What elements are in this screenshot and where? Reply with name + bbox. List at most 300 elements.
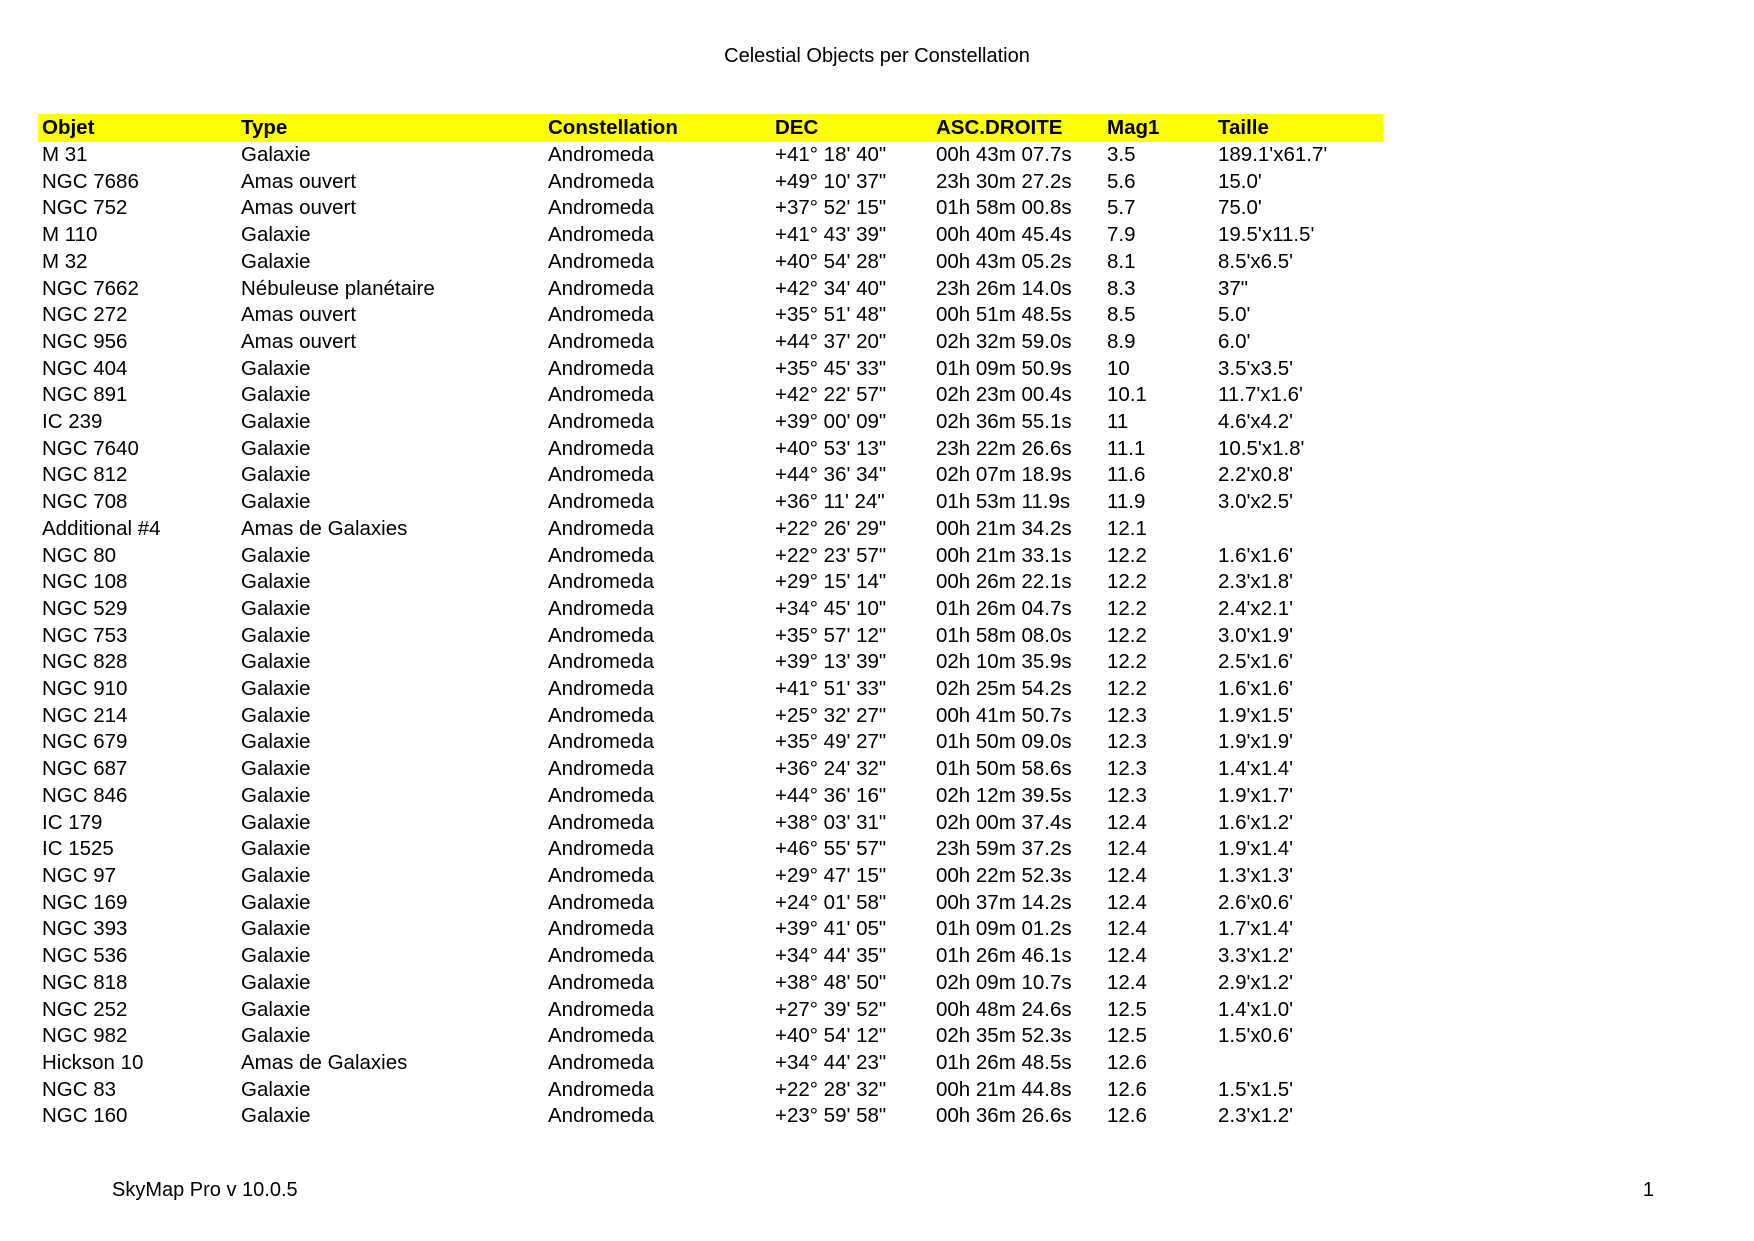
cell-objet: IC 179 bbox=[42, 810, 103, 834]
cell-asc-droite: 00h 51m 48.5s bbox=[936, 303, 1072, 327]
table-row bbox=[38, 676, 1383, 703]
cell-dec: +42° 34' 40" bbox=[775, 276, 887, 300]
cell-taille: 1.3'x1.3' bbox=[1218, 863, 1294, 887]
cell-dec: +41° 51' 33" bbox=[775, 677, 887, 701]
cell-dec: +35° 45' 33" bbox=[775, 356, 887, 380]
cell-taille: 2.9'x1.2' bbox=[1218, 970, 1294, 994]
cell-type: Galaxie bbox=[241, 890, 311, 914]
table-row bbox=[38, 516, 1383, 543]
cell-dec: +36° 24' 32" bbox=[775, 757, 887, 781]
cell-objet: NGC 982 bbox=[42, 1024, 128, 1048]
cell-asc-droite: 02h 23m 00.4s bbox=[936, 383, 1072, 407]
cell-mag1: 12.2 bbox=[1107, 543, 1147, 567]
cell-mag1: 12.4 bbox=[1107, 810, 1147, 834]
cell-objet: NGC 910 bbox=[42, 677, 128, 701]
cell-mag1: 12.3 bbox=[1107, 757, 1147, 781]
cell-constellation: Andromeda bbox=[548, 810, 654, 834]
cell-type: Amas ouvert bbox=[241, 196, 357, 220]
cell-taille: 189.1'x61.7' bbox=[1218, 143, 1328, 166]
cell-dec: +34° 44' 35" bbox=[775, 944, 887, 968]
cell-type: Amas ouvert bbox=[241, 303, 357, 327]
cell-mag1: 11.6 bbox=[1107, 463, 1146, 487]
cell-mag1: 12.5 bbox=[1107, 997, 1147, 1021]
cell-taille: 1.4'x1.0' bbox=[1218, 997, 1294, 1021]
cell-taille: 2.3'x1.8' bbox=[1218, 570, 1294, 594]
cell-mag1: 10 bbox=[1107, 356, 1130, 380]
cell-constellation: Andromeda bbox=[548, 329, 654, 353]
cell-mag1: 12.2 bbox=[1107, 596, 1147, 620]
cell-type: Galaxie bbox=[241, 703, 311, 727]
cell-constellation: Andromeda bbox=[548, 837, 654, 861]
table-row bbox=[38, 302, 1383, 329]
cell-asc-droite: 02h 36m 55.1s bbox=[936, 410, 1072, 434]
cell-dec: +35° 57' 12" bbox=[775, 623, 887, 647]
cell-dec: +39° 41' 05" bbox=[775, 917, 887, 941]
cell-type: Galaxie bbox=[241, 223, 311, 247]
cell-mag1: 12.4 bbox=[1107, 970, 1147, 994]
cell-dec: +34° 44' 23" bbox=[775, 1050, 887, 1074]
table-row bbox=[38, 1050, 1383, 1077]
cell-type: Galaxie bbox=[241, 1024, 311, 1048]
cell-dec: +44° 37' 20" bbox=[775, 329, 887, 353]
cell-asc-droite: 23h 26m 14.0s bbox=[936, 276, 1072, 300]
cell-mag1: 12.4 bbox=[1107, 837, 1147, 861]
cell-dec: +34° 45' 10" bbox=[775, 596, 887, 620]
cell-mag1: 12.2 bbox=[1107, 623, 1147, 647]
cell-constellation: Andromeda bbox=[548, 516, 654, 540]
cell-type: Amas ouvert bbox=[241, 169, 357, 193]
cell-asc-droite: 02h 09m 10.7s bbox=[936, 970, 1072, 994]
table-row bbox=[38, 436, 1383, 463]
cell-taille: 1.9'x1.4' bbox=[1218, 837, 1294, 861]
cell-constellation: Andromeda bbox=[548, 703, 654, 727]
cell-type: Galaxie bbox=[241, 1104, 311, 1128]
cell-asc-droite: 00h 48m 24.6s bbox=[936, 997, 1072, 1021]
cell-constellation: Andromeda bbox=[548, 783, 654, 807]
cell-asc-droite: 00h 43m 05.2s bbox=[936, 249, 1072, 273]
cell-constellation: Andromeda bbox=[548, 596, 654, 620]
cell-mag1: 12.6 bbox=[1107, 1077, 1147, 1101]
cell-constellation: Andromeda bbox=[548, 1104, 654, 1128]
cell-type: Galaxie bbox=[241, 757, 311, 781]
cell-asc-droite: 02h 35m 52.3s bbox=[936, 1024, 1072, 1048]
cell-mag1: 11.9 bbox=[1107, 490, 1146, 514]
cell-objet: NGC 97 bbox=[42, 863, 117, 887]
cell-asc-droite: 00h 36m 26.6s bbox=[936, 1104, 1072, 1128]
cell-mag1: 3.5 bbox=[1107, 143, 1136, 166]
cell-dec: +29° 47' 15" bbox=[775, 863, 887, 887]
cell-mag1: 8.1 bbox=[1107, 249, 1136, 273]
cell-asc-droite: 00h 37m 14.2s bbox=[936, 890, 1072, 914]
cell-dec: +39° 00' 09" bbox=[775, 410, 887, 434]
cell-type: Galaxie bbox=[241, 249, 311, 273]
table-row bbox=[38, 276, 1383, 303]
cell-asc-droite: 00h 22m 52.3s bbox=[936, 863, 1072, 887]
cell-objet: NGC 80 bbox=[42, 543, 117, 567]
cell-taille: 1.4'x1.4' bbox=[1218, 757, 1294, 781]
cell-objet: NGC 956 bbox=[42, 329, 128, 353]
cell-taille: 8.5'x6.5' bbox=[1218, 249, 1294, 273]
cell-asc-droite: 01h 09m 01.2s bbox=[936, 917, 1072, 941]
cell-objet: NGC 812 bbox=[42, 463, 128, 487]
cell-asc-droite: 23h 22m 26.6s bbox=[936, 436, 1072, 460]
table-row bbox=[38, 382, 1383, 409]
cell-asc-droite: 00h 21m 34.2s bbox=[936, 516, 1072, 540]
cell-constellation: Andromeda bbox=[548, 169, 654, 193]
cell-constellation: Andromeda bbox=[548, 1077, 654, 1101]
cell-taille: 1.6'x1.2' bbox=[1218, 810, 1294, 834]
cell-taille: 15.0' bbox=[1218, 169, 1262, 193]
cell-constellation: Andromeda bbox=[548, 223, 654, 247]
cell-constellation: Andromeda bbox=[548, 463, 654, 487]
cell-asc-droite: 00h 21m 33.1s bbox=[936, 543, 1072, 567]
cell-constellation: Andromeda bbox=[548, 490, 654, 514]
cell-objet: NGC 272 bbox=[42, 303, 128, 327]
cell-asc-droite: 01h 26m 48.5s bbox=[936, 1050, 1072, 1074]
cell-objet: NGC 160 bbox=[42, 1104, 128, 1128]
cell-taille: 2.4'x2.1' bbox=[1218, 596, 1294, 620]
cell-taille: 1.9'x1.5' bbox=[1218, 703, 1294, 727]
cell-mag1: 5.6 bbox=[1107, 169, 1136, 193]
cell-objet: NGC 818 bbox=[42, 970, 128, 994]
cell-constellation: Andromeda bbox=[548, 757, 654, 781]
cell-asc-droite: 02h 07m 18.9s bbox=[936, 463, 1072, 487]
cell-type: Galaxie bbox=[241, 837, 311, 861]
cell-objet: NGC 252 bbox=[42, 997, 128, 1021]
cell-mag1: 12.4 bbox=[1107, 863, 1147, 887]
cell-type: Galaxie bbox=[241, 410, 311, 434]
cell-dec: +27° 39' 52" bbox=[775, 997, 887, 1021]
cell-objet: NGC 846 bbox=[42, 783, 128, 807]
cell-taille: 3.5'x3.5' bbox=[1218, 356, 1294, 380]
cell-type: Nébuleuse planétaire bbox=[241, 276, 435, 300]
cell-constellation: Andromeda bbox=[548, 196, 654, 220]
cell-objet: NGC 536 bbox=[42, 944, 128, 968]
cell-dec: +40° 54' 12" bbox=[775, 1024, 887, 1048]
cell-objet: NGC 393 bbox=[42, 917, 128, 941]
cell-objet: M 32 bbox=[42, 249, 88, 273]
table-row bbox=[38, 142, 1383, 169]
cell-constellation: Andromeda bbox=[548, 383, 654, 407]
table-row bbox=[38, 409, 1383, 436]
cell-type: Galaxie bbox=[241, 596, 311, 620]
table-row bbox=[38, 916, 1383, 943]
cell-mag1: 12.6 bbox=[1107, 1050, 1147, 1074]
cell-asc-droite: 02h 00m 37.4s bbox=[936, 810, 1072, 834]
cell-dec: +35° 51' 48" bbox=[775, 303, 887, 327]
cell-asc-droite: 01h 26m 04.7s bbox=[936, 596, 1072, 620]
cell-objet: NGC 83 bbox=[42, 1077, 117, 1101]
page-title: Celestial Objects per Constellation bbox=[724, 45, 1030, 67]
cell-mag1: 12.2 bbox=[1107, 677, 1147, 701]
cell-asc-droite: 01h 26m 46.1s bbox=[936, 944, 1072, 968]
table-row bbox=[38, 943, 1383, 970]
cell-constellation: Andromeda bbox=[548, 543, 654, 567]
cell-dec: +42° 22' 57" bbox=[775, 383, 887, 407]
cell-dec: +41° 18' 40" bbox=[775, 143, 887, 166]
cell-dec: +25° 32' 27" bbox=[775, 703, 887, 727]
cell-asc-droite: 02h 12m 39.5s bbox=[936, 783, 1072, 807]
cell-taille: 1.9'x1.9' bbox=[1218, 730, 1294, 754]
cell-taille: 1.6'x1.6' bbox=[1218, 543, 1294, 567]
column-header-type: Type bbox=[237, 114, 544, 142]
objects-table-container bbox=[38, 114, 1383, 1130]
cell-constellation: Andromeda bbox=[548, 650, 654, 674]
cell-type: Galaxie bbox=[241, 543, 311, 567]
cell-type: Galaxie bbox=[241, 650, 311, 674]
cell-constellation: Andromeda bbox=[548, 730, 654, 754]
cell-taille: 1.7'x1.4' bbox=[1218, 917, 1294, 941]
cell-objet: NGC 679 bbox=[42, 730, 128, 754]
column-header-mag1: Mag1 bbox=[1103, 114, 1214, 142]
cell-constellation: Andromeda bbox=[548, 410, 654, 434]
cell-taille: 5.0' bbox=[1218, 303, 1251, 327]
cell-mag1: 12.6 bbox=[1107, 1104, 1147, 1128]
cell-objet: IC 1525 bbox=[42, 837, 114, 861]
cell-taille: 1.6'x1.6' bbox=[1218, 677, 1294, 701]
cell-constellation: Andromeda bbox=[548, 1024, 654, 1048]
cell-objet: NGC 7662 bbox=[42, 276, 139, 300]
table-row bbox=[38, 836, 1383, 863]
table-row bbox=[38, 756, 1383, 783]
table-row bbox=[38, 356, 1383, 383]
cell-taille: 3.0'x2.5' bbox=[1218, 490, 1294, 514]
cell-objet: NGC 169 bbox=[42, 890, 128, 914]
table-row bbox=[38, 783, 1383, 810]
cell-objet: IC 239 bbox=[42, 410, 103, 434]
cell-dec: +40° 53' 13" bbox=[775, 436, 887, 460]
cell-type: Galaxie bbox=[241, 143, 311, 166]
column-header-taille: Taille bbox=[1214, 114, 1383, 142]
column-header-objet: Objet bbox=[38, 114, 237, 142]
table-row bbox=[38, 997, 1383, 1024]
cell-constellation: Andromeda bbox=[548, 623, 654, 647]
cell-mag1: 12.4 bbox=[1107, 944, 1147, 968]
cell-constellation: Andromeda bbox=[548, 303, 654, 327]
cell-type: Galaxie bbox=[241, 356, 311, 380]
cell-objet: M 31 bbox=[42, 143, 88, 166]
table-row bbox=[38, 729, 1383, 756]
cell-constellation: Andromeda bbox=[548, 917, 654, 941]
table-body bbox=[38, 142, 1383, 1130]
table-row bbox=[38, 1103, 1383, 1130]
cell-constellation: Andromeda bbox=[548, 970, 654, 994]
cell-taille: 1.5'x1.5' bbox=[1218, 1077, 1294, 1101]
cell-type: Galaxie bbox=[241, 997, 311, 1021]
cell-taille: 4.6'x4.2' bbox=[1218, 410, 1294, 434]
cell-type: Galaxie bbox=[241, 677, 311, 701]
cell-mag1: 12.2 bbox=[1107, 570, 1147, 594]
cell-asc-droite: 00h 40m 45.4s bbox=[936, 223, 1072, 247]
cell-objet: Hickson 10 bbox=[42, 1050, 144, 1074]
cell-mag1: 8.5 bbox=[1107, 303, 1136, 327]
cell-taille: 1.9'x1.7' bbox=[1218, 783, 1294, 807]
cell-mag1: 12.5 bbox=[1107, 1024, 1147, 1048]
cell-objet: NGC 7686 bbox=[42, 169, 139, 193]
cell-constellation: Andromeda bbox=[548, 677, 654, 701]
cell-dec: +29° 15' 14" bbox=[775, 570, 887, 594]
cell-taille: 2.6'x0.6' bbox=[1218, 890, 1294, 914]
cell-asc-droite: 23h 30m 27.2s bbox=[936, 169, 1072, 193]
cell-dec: +40° 54' 28" bbox=[775, 249, 887, 273]
cell-objet: NGC 753 bbox=[42, 623, 128, 647]
cell-constellation: Andromeda bbox=[548, 276, 654, 300]
table-row bbox=[38, 1023, 1383, 1050]
cell-dec: +49° 10' 37" bbox=[775, 169, 887, 193]
table-row bbox=[38, 1077, 1383, 1104]
cell-dec: +22° 26' 29" bbox=[775, 516, 887, 540]
table-row bbox=[38, 249, 1383, 276]
cell-objet: NGC 687 bbox=[42, 757, 128, 781]
cell-objet: M 110 bbox=[42, 223, 98, 247]
cell-mag1: 11.1 bbox=[1107, 436, 1146, 460]
cell-objet: NGC 752 bbox=[42, 196, 128, 220]
cell-taille: 10.5'x1.8' bbox=[1218, 436, 1305, 460]
cell-objet: NGC 828 bbox=[42, 650, 128, 674]
cell-mag1: 7.9 bbox=[1107, 223, 1136, 247]
cell-objet: NGC 708 bbox=[42, 490, 128, 514]
cell-constellation: Andromeda bbox=[548, 570, 654, 594]
cell-type: Galaxie bbox=[241, 623, 311, 647]
cell-constellation: Andromeda bbox=[548, 249, 654, 273]
cell-constellation: Andromeda bbox=[548, 997, 654, 1021]
table-header bbox=[38, 114, 1383, 142]
cell-type: Galaxie bbox=[241, 383, 311, 407]
cell-dec: +38° 48' 50" bbox=[775, 970, 887, 994]
cell-constellation: Andromeda bbox=[548, 356, 654, 380]
cell-taille bbox=[1214, 1050, 1383, 1077]
cell-type: Galaxie bbox=[241, 783, 311, 807]
cell-constellation: Andromeda bbox=[548, 890, 654, 914]
table-row bbox=[38, 596, 1383, 623]
cell-asc-droite: 01h 50m 09.0s bbox=[936, 730, 1072, 754]
cell-type: Amas de Galaxies bbox=[241, 1050, 408, 1074]
cell-taille: 6.0' bbox=[1218, 329, 1251, 353]
table-row bbox=[38, 970, 1383, 997]
cell-asc-droite: 02h 10m 35.9s bbox=[936, 650, 1072, 674]
cell-type: Galaxie bbox=[241, 810, 311, 834]
cell-constellation: Andromeda bbox=[548, 436, 654, 460]
cell-taille: 2.5'x1.6' bbox=[1218, 650, 1294, 674]
table-row bbox=[38, 623, 1383, 650]
cell-mag1: 12.3 bbox=[1107, 783, 1147, 807]
objects-table bbox=[38, 114, 1383, 1130]
cell-constellation: Andromeda bbox=[548, 143, 654, 166]
cell-type: Galaxie bbox=[241, 463, 311, 487]
cell-dec: +44° 36' 16" bbox=[775, 783, 887, 807]
cell-dec: +24° 01' 58" bbox=[775, 890, 887, 914]
cell-asc-droite: 02h 25m 54.2s bbox=[936, 677, 1072, 701]
table-row bbox=[38, 329, 1383, 356]
cell-taille: 37" bbox=[1218, 276, 1249, 300]
footer-software-version: SkyMap Pro v 10.0.5 bbox=[112, 1179, 298, 1201]
cell-dec: +37° 52' 15" bbox=[775, 196, 887, 220]
cell-mag1: 12.3 bbox=[1107, 730, 1147, 754]
cell-asc-droite: 02h 32m 59.0s bbox=[936, 329, 1072, 353]
cell-objet: Additional #4 bbox=[42, 516, 161, 540]
cell-type: Galaxie bbox=[241, 436, 311, 460]
cell-type: Galaxie bbox=[241, 570, 311, 594]
table-row bbox=[38, 489, 1383, 516]
cell-constellation: Andromeda bbox=[548, 944, 654, 968]
cell-objet: NGC 214 bbox=[42, 703, 128, 727]
cell-asc-droite: 00h 41m 50.7s bbox=[936, 703, 1072, 727]
cell-mag1: 12.3 bbox=[1107, 703, 1147, 727]
cell-taille: 3.0'x1.9' bbox=[1218, 623, 1294, 647]
cell-mag1: 10.1 bbox=[1107, 383, 1147, 407]
cell-objet: NGC 108 bbox=[42, 570, 128, 594]
cell-mag1: 8.9 bbox=[1107, 329, 1136, 353]
cell-type: Galaxie bbox=[241, 970, 311, 994]
table-row bbox=[38, 890, 1383, 917]
cell-type: Galaxie bbox=[241, 863, 311, 887]
cell-taille: 2.2'x0.8' bbox=[1218, 463, 1294, 487]
cell-taille: 11.7'x1.6' bbox=[1218, 383, 1303, 407]
cell-asc-droite: 23h 59m 37.2s bbox=[936, 837, 1072, 861]
cell-asc-droite: 00h 43m 07.7s bbox=[936, 143, 1072, 166]
cell-dec: +38° 03' 31" bbox=[775, 810, 887, 834]
cell-mag1: 5.7 bbox=[1107, 196, 1136, 220]
cell-type: Galaxie bbox=[241, 944, 311, 968]
footer-page-number: 1 bbox=[1642, 1179, 1654, 1201]
cell-asc-droite: 01h 09m 50.9s bbox=[936, 356, 1072, 380]
cell-asc-droite: 01h 53m 11.9s bbox=[936, 490, 1071, 514]
cell-mag1: 8.3 bbox=[1107, 276, 1136, 300]
cell-taille: 3.3'x1.2' bbox=[1218, 944, 1294, 968]
table-row bbox=[38, 703, 1383, 730]
cell-taille bbox=[1214, 516, 1383, 543]
cell-dec: +23° 59' 58" bbox=[775, 1104, 887, 1128]
cell-taille: 2.3'x1.2' bbox=[1218, 1104, 1294, 1128]
cell-type: Galaxie bbox=[241, 730, 311, 754]
table-row bbox=[38, 169, 1383, 196]
cell-mag1: 12.1 bbox=[1107, 516, 1147, 540]
cell-asc-droite: 01h 50m 58.6s bbox=[936, 757, 1072, 781]
cell-mag1: 12.4 bbox=[1107, 917, 1147, 941]
table-row bbox=[38, 649, 1383, 676]
cell-objet: NGC 891 bbox=[42, 383, 128, 407]
cell-constellation: Andromeda bbox=[548, 863, 654, 887]
cell-mag1: 12.4 bbox=[1107, 890, 1147, 914]
header-row bbox=[38, 114, 1383, 142]
table-row bbox=[38, 569, 1383, 596]
cell-type: Amas de Galaxies bbox=[241, 516, 408, 540]
cell-taille: 1.5'x0.6' bbox=[1218, 1024, 1294, 1048]
table-row bbox=[38, 462, 1383, 489]
cell-asc-droite: 01h 58m 00.8s bbox=[936, 196, 1072, 220]
table-row bbox=[38, 222, 1383, 249]
cell-objet: NGC 7640 bbox=[42, 436, 139, 460]
cell-mag1: 11 bbox=[1107, 410, 1129, 434]
cell-taille: 19.5'x11.5' bbox=[1218, 223, 1315, 247]
cell-type: Galaxie bbox=[241, 1077, 311, 1101]
cell-dec: +39° 13' 39" bbox=[775, 650, 887, 674]
cell-dec: +36° 11' 24" bbox=[775, 490, 885, 514]
column-header-dec: DEC bbox=[771, 114, 932, 142]
column-header-asc-droite: ASC.DROITE bbox=[932, 114, 1103, 142]
table-row bbox=[38, 863, 1383, 890]
cell-dec: +22° 23' 57" bbox=[775, 543, 887, 567]
table-row bbox=[38, 543, 1383, 570]
cell-dec: +35° 49' 27" bbox=[775, 730, 887, 754]
column-header-constellation: Constellation bbox=[544, 114, 771, 142]
cell-objet: NGC 404 bbox=[42, 356, 128, 380]
cell-asc-droite: 00h 26m 22.1s bbox=[936, 570, 1072, 594]
cell-dec: +46° 55' 57" bbox=[775, 837, 887, 861]
cell-type: Amas ouvert bbox=[241, 329, 357, 353]
cell-dec: +22° 28' 32" bbox=[775, 1077, 887, 1101]
cell-dec: +41° 43' 39" bbox=[775, 223, 887, 247]
